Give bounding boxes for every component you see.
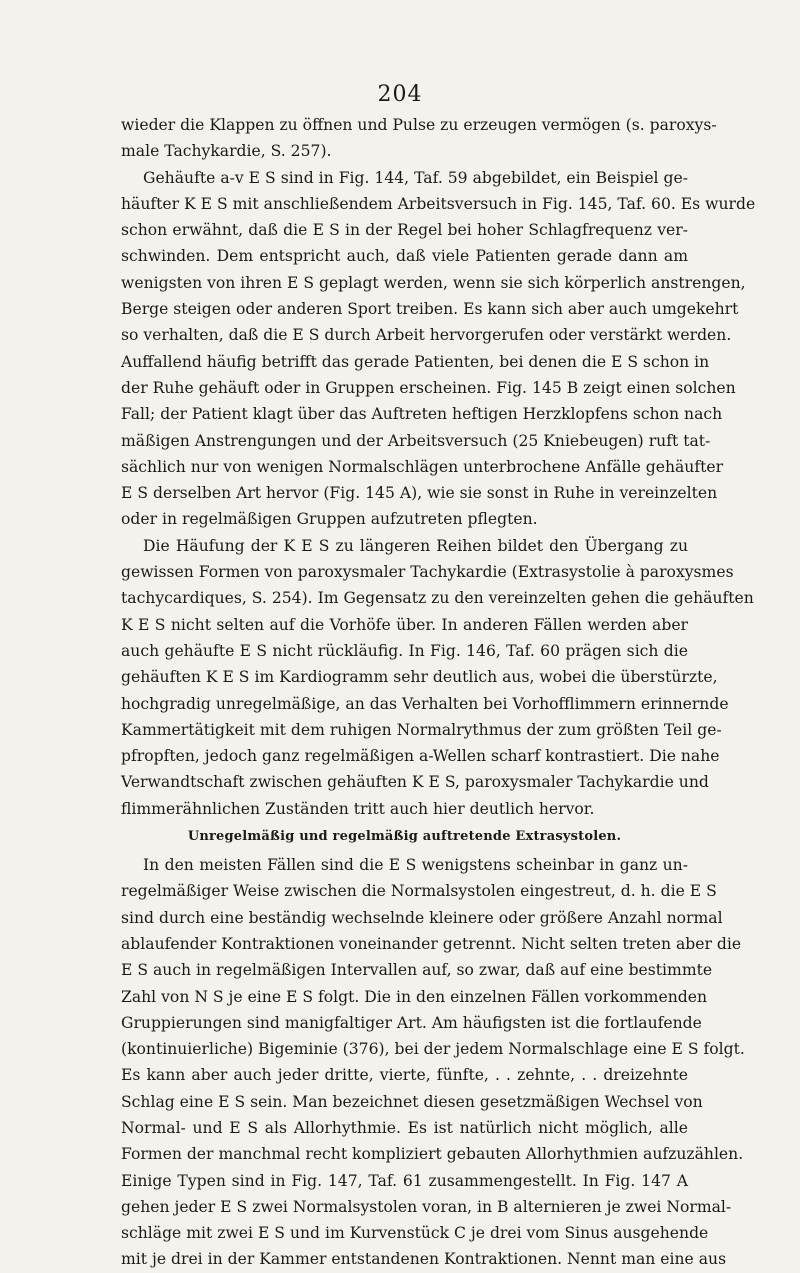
text-line: mit je drei in der Kammer entstandenen Kontraktionen. Nennt man eine aus — [121, 1250, 727, 1269]
text-line: Zahl von N S je eine E S folgt. Die in den einzelnen Fällen vorkommenden — [121, 987, 707, 1006]
text-line: Kammertätigkeit mit dem ruhigen Normalrythmus der zum größten Teil ge- — [121, 720, 722, 739]
paragraphs-after-heading — [121, 852, 745, 1273]
text-line: E S derselben Art hervor (Fig. 145 A), wie sie sonst in Ruhe in vereinzelten — [121, 484, 718, 503]
text-line: tachycardiques, S. 254). Im Gegensatz zu den vereinzelten gehen die gehäuften — [121, 589, 754, 608]
text-line: pfropften, jedoch ganz regelmäßigen a-Wellen scharf kontrastiert. Die nahe — [121, 747, 720, 766]
text-line: so verhalten, daß die E S durch Arbeit hervorgerufen oder verstärkt werden. — [121, 326, 732, 345]
text-line: auch gehäufte E S nicht rückläufig. In Fig. 146, Taf. 60 prägen sich die — [121, 641, 688, 660]
text-line: male Tachykardie, S. 257). — [121, 142, 332, 161]
text-line: flimmerähnlichen Zuständen tritt auch hier deutlich hervor. — [121, 799, 595, 818]
text-line: gehen jeder E S zwei Normalsystolen voran, in B alternieren je zwei Normal- — [121, 1197, 732, 1216]
text-line: oder in regelmäßigen Gruppen aufzutreten pflegten. — [121, 510, 538, 529]
text-line: Es kann aber auch jeder dritte, vierte, fünfte, . . zehnte, . . dreizehnte — [121, 1066, 688, 1085]
text-line: der Ruhe gehäuft oder in Gruppen erscheinen. Fig. 145 B zeigt einen solchen — [121, 378, 736, 397]
text-line: Schlag eine E S sein. Man bezeichnet diesen gesetzmäßigen Wechsel von — [121, 1092, 703, 1111]
text-line: (kontinuierliche) Bigeminie (376), bei der jedem Normalschlage eine E S folgt. — [121, 1040, 745, 1059]
text-line: ablaufender Kontraktionen voneinander getrennt. Nicht selten treten aber die — [121, 934, 742, 953]
text-line: wieder die Klappen zu öffnen und Pulse zu erzeugen vermögen (s. paroxys- — [121, 116, 717, 134]
text-line: K E S nicht selten auf die Vorhöfe über. In anderen Fällen werden aber — [121, 615, 688, 634]
text-line: gewissen Formen von paroxysmaler Tachykardie (Extrasystolie à paroxysmes — [121, 563, 734, 582]
text-line: regelmäßiger Weise zwischen die Normalsystolen eingestreut, d. h. die E S — [121, 882, 717, 901]
body-text — [121, 112, 756, 1273]
text-line: gehäuften K E S im Kardiogramm sehr deutlich aus, wobei die überstürzte, — [121, 668, 718, 687]
text-line: Formen der manchmal recht kompliziert gebauten Allorhythmien aufzuzählen. — [121, 1145, 744, 1164]
text-line: Normal- und E S als Allorhythmie. Es ist natürlich nicht möglich, alle — [121, 1118, 688, 1137]
text-line: Verwandtschaft zwischen gehäuften K E S, paroxysmaler Tachykardie und — [121, 773, 709, 792]
text-line: E S auch in regelmäßigen Intervallen auf, so zwar, daß auf eine bestimmte — [121, 961, 713, 980]
text-line: schläge mit zwei E S und im Kurvenstück C je drei vom Sinus ausgehende — [121, 1224, 709, 1243]
text-line: Einige Typen sind in Fig. 147, Taf. 61 zusammengestellt. In Fig. 147 A — [121, 1171, 688, 1190]
text-line: häufter K E S mit anschließendem Arbeitsversuch in Fig. 145, Taf. 60. Es wurde — [121, 194, 756, 213]
text-line: Gruppierungen sind manigfaltiger Art. Am häufigsten ist die fortlaufende — [121, 1013, 702, 1032]
text-line: wenigsten von ihren E S geplagt werden, wenn sie sich körperlich anstrengen, — [121, 273, 746, 292]
text-line: In den meisten Fällen sind die E S wenigstens scheinbar in ganz un- — [143, 856, 688, 875]
text-line: Fall; der Patient klagt über das Auftreten heftigen Herzklopfens schon nach — [121, 405, 723, 424]
text-line: Auffallend häufig betrifft das gerade Patienten, bei denen die E S schon in — [121, 352, 710, 371]
text-line: schon erwähnt, daß die E S in der Regel bei hoher Schlagfrequenz ver- — [121, 221, 688, 240]
page-number: 204 — [377, 82, 423, 107]
text-line: schwinden. Dem entspricht auch, daß viele Patienten gerade dann am — [121, 247, 688, 266]
paragraphs-before-heading — [121, 112, 756, 822]
text-line: hochgradig unregelmäßige, an das Verhalten bei Vorhofflimmern erinnernde — [121, 694, 729, 713]
section-heading: Unregelmäßig und regelmäßig auftretende Extrasystolen. — [187, 829, 622, 845]
text-line: Berge steigen oder anderen Sport treiben. Es kann sich aber auch umgekehrt — [121, 300, 739, 319]
text-line: sächlich nur von wenigen Normalschlägen unterbrochene Anfälle gehäufter — [121, 457, 724, 476]
text-line: Die Häufung der K E S zu längeren Reihen bildet den Übergang zu — [143, 536, 688, 555]
text-line: mäßigen Anstrengungen und der Arbeitsversuch (25 Kniebeugen) ruft tat- — [121, 431, 711, 450]
text-line: sind durch eine beständig wechselnde kleinere oder größere Anzahl normal — [121, 908, 723, 927]
text-line: Gehäufte a-v E S sind in Fig. 144, Taf. 59 abgebildet, ein Beispiel ge- — [143, 168, 688, 187]
